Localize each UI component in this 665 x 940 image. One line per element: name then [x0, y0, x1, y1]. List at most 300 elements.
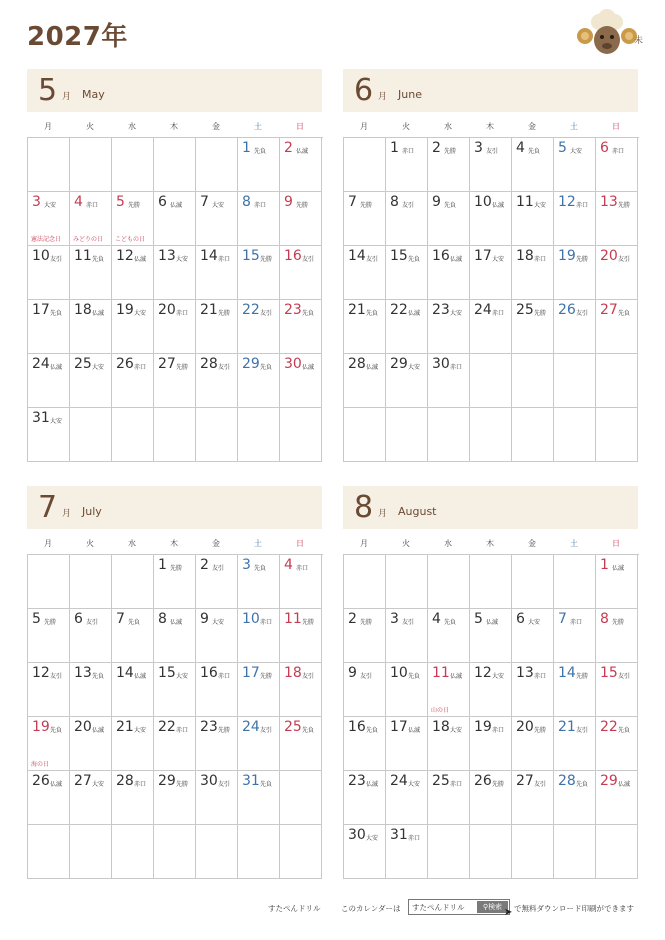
day-cell: [596, 408, 638, 462]
month-header: [27, 69, 322, 112]
day-cell: [596, 609, 638, 663]
day-number: 23: [348, 773, 366, 789]
rokuyo-label: 赤口: [612, 148, 625, 155]
day-number: 18: [432, 719, 450, 735]
day-cell: [112, 825, 154, 879]
month-suffix: 月: [62, 509, 72, 519]
rokuyo-label: 先負: [128, 619, 141, 626]
day-cell: [196, 609, 238, 663]
rokuyo-label: 仏滅: [50, 364, 63, 371]
day-cell: [28, 663, 70, 717]
day-number: 15: [158, 665, 176, 681]
day-cell: [512, 192, 554, 246]
day-number: 22: [390, 302, 408, 318]
day-cell: [238, 609, 280, 663]
day-number: 21: [558, 719, 576, 735]
day-cell: [428, 663, 470, 717]
month-suffix: 月: [378, 509, 388, 519]
day-cell: [512, 138, 554, 192]
day-number: 3: [32, 194, 41, 210]
day-cell: [70, 192, 112, 246]
rokuyo-label: 先勝: [492, 781, 505, 788]
day-cell: [386, 408, 428, 462]
day-cell: [112, 408, 154, 462]
month-block: [27, 69, 322, 462]
day-number: 15: [600, 665, 618, 681]
day-cell: [280, 246, 322, 300]
rokuyo-label: 仏滅: [618, 781, 631, 788]
day-cell: [512, 825, 554, 879]
month-header: [27, 486, 322, 529]
day-cell: [70, 609, 112, 663]
day-number: 18: [74, 302, 92, 318]
day-cell: [154, 408, 196, 462]
rokuyo-label: 赤口: [450, 364, 463, 371]
rokuyo-label: 友引: [366, 256, 379, 263]
rokuyo-label: 大安: [450, 310, 463, 317]
rokuyo-label: 赤口: [176, 727, 189, 734]
rokuyo-label: 友引: [486, 148, 499, 155]
day-number: 3: [390, 611, 399, 627]
rokuyo-label: 先勝: [44, 619, 57, 626]
day-cell: [512, 408, 554, 462]
day-cell: [280, 408, 322, 462]
rokuyo-label: 仏滅: [92, 727, 105, 734]
day-number: 17: [242, 665, 260, 681]
rokuyo-label: 仏滅: [296, 148, 309, 155]
day-number: 11: [432, 665, 450, 681]
day-cell: [512, 609, 554, 663]
weekday-label: 水: [128, 539, 136, 548]
weekday-label: 火: [402, 122, 410, 131]
day-cell: [554, 663, 596, 717]
day-cell: [428, 408, 470, 462]
rokuyo-label: 大安: [92, 364, 105, 371]
day-number: 16: [432, 248, 450, 264]
day-number: 26: [116, 356, 134, 372]
rokuyo-label: 先勝: [176, 364, 189, 371]
day-cell: [512, 717, 554, 771]
holiday-name: こどもの日: [115, 236, 146, 243]
rokuyo-label: 先負: [50, 310, 63, 317]
month-block: [27, 486, 322, 879]
day-number: 12: [32, 665, 50, 681]
day-cell: [112, 138, 154, 192]
day-cell: [386, 717, 428, 771]
day-cell: [512, 354, 554, 408]
weekday-label: 木: [170, 539, 178, 548]
day-cell: [596, 663, 638, 717]
day-cell: [28, 609, 70, 663]
day-cell: [470, 717, 512, 771]
day-cell: [554, 717, 596, 771]
weekday-label: 金: [528, 539, 536, 548]
rokuyo-label: 大安: [492, 256, 505, 263]
weekday-label: 日: [296, 122, 304, 131]
day-cell: [280, 300, 322, 354]
month-grid: [27, 137, 323, 462]
footer-brand: すたぺんドリル: [268, 904, 321, 913]
rokuyo-label: 仏滅: [134, 673, 147, 680]
day-number: 8: [600, 611, 609, 627]
rokuyo-label: 先負: [576, 781, 589, 788]
holiday-name: みどりの日: [73, 236, 104, 243]
day-cell: [28, 408, 70, 462]
day-number: 9: [348, 665, 357, 681]
day-number: 23: [284, 302, 302, 318]
month-number: 7: [38, 490, 58, 525]
day-number: 7: [200, 194, 209, 210]
day-cell: [386, 609, 428, 663]
rokuyo-label: 赤口: [408, 835, 421, 842]
month-block: [343, 486, 638, 879]
day-number: 7: [348, 194, 357, 210]
weekday-header-row: [27, 121, 322, 133]
month-suffix: 月: [378, 92, 388, 102]
rokuyo-label: 先勝: [296, 202, 309, 209]
day-number: 21: [116, 719, 134, 735]
day-number: 25: [432, 773, 450, 789]
day-cell: [470, 825, 512, 879]
rokuyo-label: 友引: [260, 727, 273, 734]
search-input[interactable]: すたぺんドリル: [412, 903, 465, 912]
day-cell: [238, 192, 280, 246]
day-cell: [112, 771, 154, 825]
weekday-label: 火: [86, 122, 94, 131]
day-number: 30: [348, 827, 366, 843]
month-english-name: August: [398, 505, 437, 518]
rokuyo-label: 大安: [450, 727, 463, 734]
rokuyo-label: 先勝: [618, 202, 631, 209]
rokuyo-label: 友引: [260, 310, 273, 317]
day-cell: [428, 354, 470, 408]
day-cell: [428, 555, 470, 609]
cursor-icon: ➤: [504, 907, 513, 918]
day-cell: [470, 246, 512, 300]
weekday-label: 土: [254, 122, 262, 131]
day-number: 29: [158, 773, 176, 789]
rokuyo-label: 先負: [50, 727, 63, 734]
holiday-name: 海の日: [31, 761, 50, 768]
rokuyo-label: 先負: [260, 781, 273, 788]
day-cell: [470, 555, 512, 609]
rokuyo-label: 友引: [576, 727, 589, 734]
day-cell: [154, 555, 196, 609]
rokuyo-label: 友引: [618, 256, 631, 263]
day-number: 14: [558, 665, 576, 681]
day-cell: [112, 300, 154, 354]
day-cell: [554, 354, 596, 408]
weekday-label: 水: [444, 122, 452, 131]
day-cell: [280, 138, 322, 192]
search-box[interactable]: [408, 899, 513, 918]
day-number: 16: [284, 248, 302, 264]
day-number: 14: [116, 665, 134, 681]
day-number: 15: [390, 248, 408, 264]
day-cell: [154, 354, 196, 408]
rokuyo-label: 赤口: [296, 565, 309, 572]
day-number: 22: [600, 719, 618, 735]
day-number: 27: [74, 773, 92, 789]
day-cell: [196, 555, 238, 609]
rokuyo-label: 赤口: [534, 673, 547, 680]
month-grid: [343, 137, 639, 462]
day-cell: [428, 717, 470, 771]
day-cell: [344, 663, 386, 717]
rokuyo-label: 先勝: [170, 565, 183, 572]
weekday-label: 水: [128, 122, 136, 131]
day-cell: [344, 354, 386, 408]
day-cell: [386, 300, 428, 354]
rokuyo-label: 大安: [366, 835, 379, 842]
month-suffix: 月: [62, 92, 72, 102]
rokuyo-label: 先勝: [534, 310, 547, 317]
day-cell: [344, 717, 386, 771]
rokuyo-label: 赤口: [492, 727, 505, 734]
day-cell: [154, 609, 196, 663]
day-number: 24: [32, 356, 50, 372]
day-number: 6: [600, 140, 609, 156]
day-number: 28: [200, 356, 218, 372]
rokuyo-label: 赤口: [134, 781, 147, 788]
rokuyo-label: 先勝: [128, 202, 141, 209]
day-number: 10: [242, 611, 260, 627]
weekday-label: 水: [444, 539, 452, 548]
day-cell: [428, 825, 470, 879]
day-number: 13: [74, 665, 92, 681]
rokuyo-label: 先勝: [612, 619, 625, 626]
day-cell: [554, 246, 596, 300]
rokuyo-label: 仏滅: [170, 619, 183, 626]
day-cell: [28, 825, 70, 879]
day-cell: [196, 408, 238, 462]
day-number: 16: [348, 719, 366, 735]
rokuyo-label: 仏滅: [170, 202, 183, 209]
day-number: 12: [474, 665, 492, 681]
day-cell: [344, 192, 386, 246]
rokuyo-label: 友引: [402, 619, 415, 626]
day-number: 13: [600, 194, 618, 210]
month-grid: [27, 554, 323, 879]
rokuyo-label: 赤口: [450, 781, 463, 788]
day-number: 20: [600, 248, 618, 264]
day-cell: [238, 354, 280, 408]
day-number: 3: [242, 557, 251, 573]
weekday-label: 火: [402, 539, 410, 548]
day-cell: [428, 192, 470, 246]
weekday-label: 土: [254, 539, 262, 548]
day-number: 5: [116, 194, 125, 210]
rokuyo-label: 先負: [408, 673, 421, 680]
weekday-label: 金: [528, 122, 536, 131]
weekday-label: 月: [360, 122, 368, 131]
rokuyo-label: 大安: [50, 418, 63, 425]
day-cell: [470, 192, 512, 246]
rokuyo-label: 友引: [360, 673, 373, 680]
weekday-label: 金: [212, 539, 220, 548]
rokuyo-label: 先勝: [534, 727, 547, 734]
rokuyo-label: 仏滅: [134, 256, 147, 263]
day-cell: [154, 663, 196, 717]
rokuyo-label: 先負: [92, 256, 105, 263]
day-cell: [112, 555, 154, 609]
day-cell: [596, 354, 638, 408]
month-english-name: July: [82, 505, 102, 518]
day-cell: [28, 354, 70, 408]
rokuyo-label: 大安: [92, 781, 105, 788]
day-cell: [28, 717, 70, 771]
rokuyo-label: 仏滅: [302, 364, 315, 371]
weekday-label: 月: [44, 122, 52, 131]
day-number: 6: [74, 611, 83, 627]
day-cell: [70, 555, 112, 609]
day-number: 4: [516, 140, 525, 156]
weekday-label: 木: [170, 122, 178, 131]
day-cell: [154, 246, 196, 300]
day-cell: [112, 663, 154, 717]
day-number: 4: [432, 611, 441, 627]
day-cell: [112, 246, 154, 300]
rokuyo-label: 大安: [408, 364, 421, 371]
day-cell: [154, 771, 196, 825]
day-cell: [280, 717, 322, 771]
day-cell: [70, 138, 112, 192]
day-number: 26: [558, 302, 576, 318]
day-number: 24: [242, 719, 260, 735]
day-cell: [344, 555, 386, 609]
rokuyo-label: 友引: [402, 202, 415, 209]
day-cell: [238, 300, 280, 354]
holiday-name: 憲法記念日: [31, 236, 62, 243]
day-cell: [386, 663, 428, 717]
day-cell: [470, 609, 512, 663]
day-cell: [238, 138, 280, 192]
day-cell: [512, 555, 554, 609]
day-cell: [70, 771, 112, 825]
day-cell: [512, 246, 554, 300]
rokuyo-label: 仏滅: [492, 202, 505, 209]
day-number: 15: [242, 248, 260, 264]
day-number: 31: [242, 773, 260, 789]
day-number: 6: [158, 194, 167, 210]
day-cell: [70, 246, 112, 300]
rokuyo-label: 仏滅: [92, 310, 105, 317]
rokuyo-label: 赤口: [254, 202, 267, 209]
day-cell: [428, 246, 470, 300]
rokuyo-label: 仏滅: [366, 781, 379, 788]
day-cell: [428, 609, 470, 663]
day-cell: [428, 138, 470, 192]
day-number: 28: [558, 773, 576, 789]
day-cell: [512, 663, 554, 717]
month-header: [343, 69, 638, 112]
day-number: 19: [558, 248, 576, 264]
day-number: 3: [474, 140, 483, 156]
rokuyo-label: 大安: [212, 202, 225, 209]
month-number: 5: [38, 73, 58, 108]
rokuyo-label: 赤口: [534, 256, 547, 263]
day-cell: [154, 192, 196, 246]
day-cell: [596, 555, 638, 609]
month-header: [343, 486, 638, 529]
rokuyo-label: 赤口: [576, 202, 589, 209]
day-number: 7: [116, 611, 125, 627]
day-cell: [28, 300, 70, 354]
rokuyo-label: 大安: [134, 310, 147, 317]
day-cell: [344, 609, 386, 663]
day-number: 30: [284, 356, 302, 372]
day-number: 24: [474, 302, 492, 318]
rokuyo-label: 先負: [618, 727, 631, 734]
day-cell: [554, 609, 596, 663]
day-number: 29: [390, 356, 408, 372]
rokuyo-label: 先負: [444, 202, 457, 209]
day-number: 10: [474, 194, 492, 210]
rokuyo-label: 仏滅: [366, 364, 379, 371]
rokuyo-label: 赤口: [492, 310, 505, 317]
weekday-label: 日: [612, 122, 620, 131]
rokuyo-label: 大安: [212, 619, 225, 626]
weekday-label: 木: [486, 122, 494, 131]
day-cell: [238, 771, 280, 825]
day-cell: [386, 192, 428, 246]
day-number: 1: [390, 140, 399, 156]
month-block: [343, 69, 638, 462]
day-number: 9: [200, 611, 209, 627]
holiday-name: 山の日: [431, 707, 450, 714]
day-number: 8: [390, 194, 399, 210]
day-number: 14: [200, 248, 218, 264]
day-number: 2: [284, 140, 293, 156]
day-number: 25: [74, 356, 92, 372]
day-cell: [280, 354, 322, 408]
rokuyo-label: 友引: [302, 256, 315, 263]
day-cell: [596, 192, 638, 246]
rokuyo-label: 仏滅: [450, 256, 463, 263]
day-cell: [554, 408, 596, 462]
day-number: 26: [474, 773, 492, 789]
day-cell: [154, 825, 196, 879]
day-number: 27: [600, 302, 618, 318]
day-number: 1: [242, 140, 251, 156]
day-number: 16: [200, 665, 218, 681]
rokuyo-label: 先負: [366, 727, 379, 734]
day-number: 20: [74, 719, 92, 735]
rokuyo-label: 仏滅: [408, 727, 421, 734]
rokuyo-label: 大安: [528, 619, 541, 626]
day-cell: [70, 825, 112, 879]
day-number: 6: [516, 611, 525, 627]
rokuyo-label: 大安: [492, 673, 505, 680]
rokuyo-label: 赤口: [218, 673, 231, 680]
day-cell: [470, 408, 512, 462]
weekday-label: 土: [570, 539, 578, 548]
day-number: 18: [284, 665, 302, 681]
day-cell: [196, 192, 238, 246]
day-cell: [554, 825, 596, 879]
day-number: 26: [32, 773, 50, 789]
day-number: 29: [242, 356, 260, 372]
day-cell: [470, 300, 512, 354]
day-cell: [554, 300, 596, 354]
day-cell: [428, 300, 470, 354]
day-number: 30: [200, 773, 218, 789]
day-cell: [196, 717, 238, 771]
rokuyo-label: 友引: [534, 781, 547, 788]
day-number: 12: [116, 248, 134, 264]
day-number: 20: [158, 302, 176, 318]
weekday-label: 火: [86, 539, 94, 548]
